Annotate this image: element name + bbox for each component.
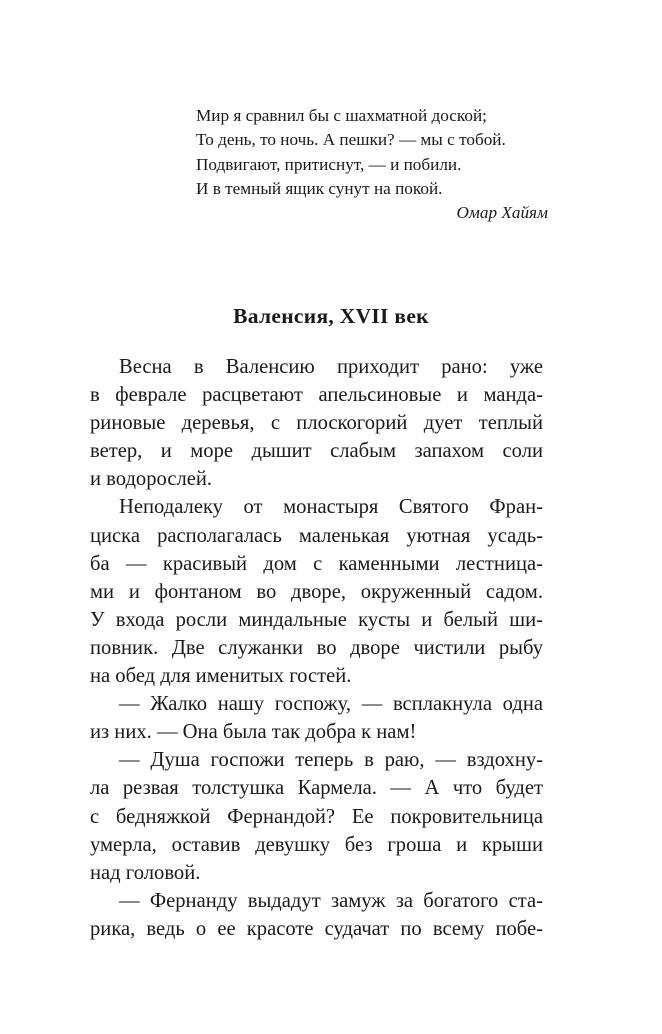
body-text: [90, 353, 543, 943]
text-line: и водорослей.: [90, 468, 213, 491]
text-line: в феврале расцветают апельсиновые и манда-: [90, 384, 543, 407]
text-line: из них. — Она была так добра к нам!: [90, 721, 417, 744]
chapter-title: Валенсия, XVII век: [233, 304, 429, 328]
paragraph: [90, 690, 543, 746]
text-line: циска располагалась маленькая уютная усадь-: [90, 524, 543, 547]
epigraph-line: Мир я сравнил бы с шахматной доской;: [196, 106, 487, 125]
text-line: рика, ведь о ее красоте судачат по всему побе-: [90, 917, 543, 940]
text-line: над головой.: [90, 861, 201, 884]
text-line: ла резвая толстушка Кармела. — А что будет: [90, 777, 543, 800]
text-line: на обед для именитых гостей.: [90, 665, 352, 688]
text-line: У входа росли миндальные кусты и белый ши-: [90, 608, 543, 631]
text-line: — Душа госпожи теперь в раю, — вздохну-: [119, 749, 543, 772]
text-line: риновые деревья, с плоскогорий дует теплый: [90, 412, 543, 435]
text-line: ми и фонтаном во дворе, окруженный садом.: [90, 580, 543, 603]
text-line: Неподалеку от монастыря Святого Фран-: [119, 496, 543, 519]
paragraph: [90, 746, 543, 886]
epigraph-author: Омар Хайям: [456, 203, 548, 223]
epigraph-line: То день, то ночь. А пешки? — мы с тобой.: [196, 130, 506, 150]
text-line: с бедняжкой Фернандой? Ее покровительница: [90, 805, 543, 828]
text-line: Весна в Валенсию приходит рано: уже: [119, 356, 543, 378]
paragraph: [90, 353, 543, 493]
text-line: — Фернанду выдадут замуж за богатого ста-: [119, 889, 543, 912]
epigraph-line: Подвигают, притиснут, — и побили.: [196, 154, 462, 174]
epigraph: [196, 104, 548, 225]
text-line: умерла, оставив девушку без гроша и крыши: [90, 833, 543, 856]
text-line: — Жалко нашу госпожу, — всплакнула одна: [119, 693, 543, 716]
text-line: ветер, и море дышит слабым запахом соли: [90, 440, 543, 463]
paragraph: [90, 887, 543, 943]
text-line: ба — красивый дом с каменными лестница-: [90, 552, 543, 575]
paragraph: [90, 493, 543, 690]
epigraph-line: И в темный ящик сунут на покой.: [196, 178, 443, 198]
text-line: повник. Две служанки во дворе чистили рыбу: [90, 636, 543, 659]
